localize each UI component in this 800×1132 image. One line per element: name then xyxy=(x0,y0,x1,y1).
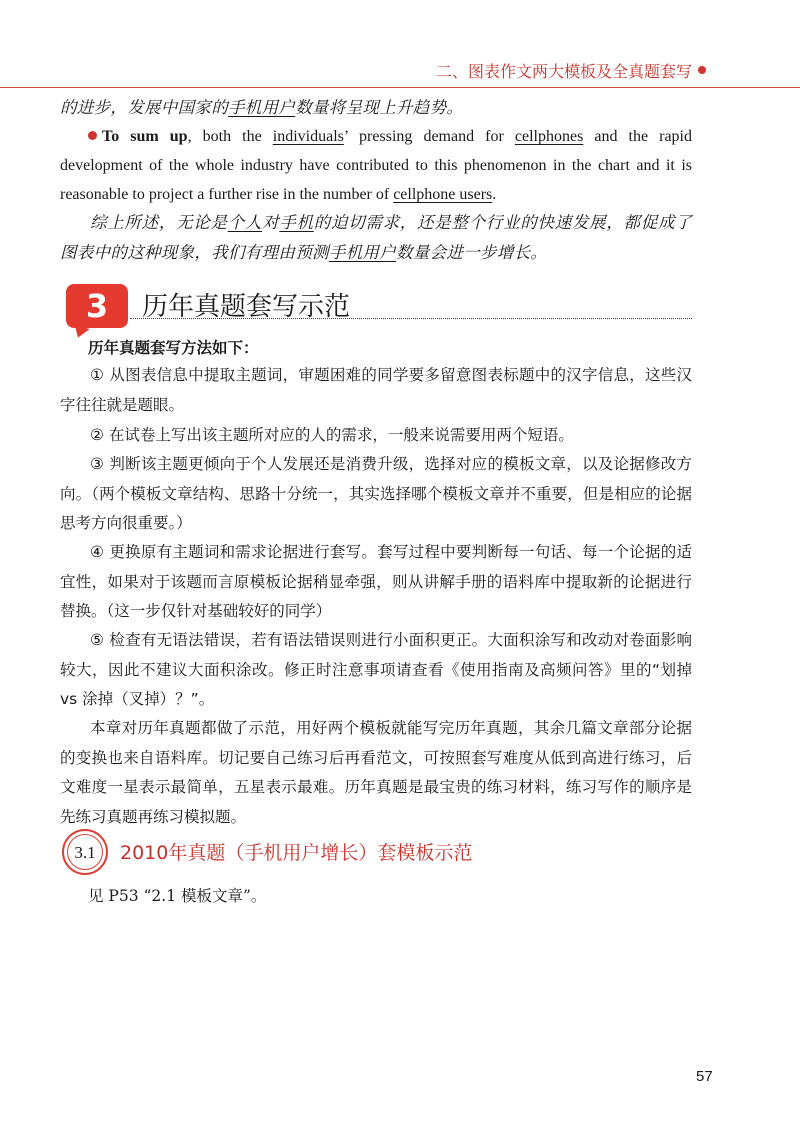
english-summary-paragraph xyxy=(60,122,692,209)
intro-zh-line xyxy=(60,93,740,122)
red-bullet-icon xyxy=(88,131,97,140)
zh-underline-3: 手机用户 xyxy=(328,243,397,262)
method-title: 历年真题套写方法如下： xyxy=(88,339,259,357)
en-text-3: and the rapid development of the whole industry have contributed to this phenomenon in the chart and it is reasonable to project a further rise in the number of xyxy=(60,128,692,203)
subsection-number: 3.1 xyxy=(67,834,103,870)
subsection-title: 2010年真题（手机用户增长）套模板示范 xyxy=(120,842,473,864)
zh-text-2: 对 xyxy=(262,213,280,232)
subsection-number-badge xyxy=(62,829,108,875)
section-title-rule xyxy=(130,318,692,319)
en-underline-1: individuals xyxy=(272,128,344,145)
zh-text-1: 综上所述，无论是 xyxy=(90,213,228,232)
speech-bubble-tail-icon xyxy=(70,324,89,341)
intro-zh-line-end: 数量将呈现上升趋势。 xyxy=(295,98,464,117)
step-5: ⑤ 检查有无语法错误，若有语法错误则进行小面积更正。大面积涂写和改动对卷面影响较大，因此不建议大面积涂改。修正时注意事项请查看《使用指南及高频问答》里的“划掉 vs 涂掉（叉掉）？”。 xyxy=(60,631,692,708)
see-reference-text: 见 P53 “2.1 模板文章”。 xyxy=(88,887,267,905)
step-3: ③ 判断该主题更倾向于个人发展还是消费升级，选择对应的模板文章，以及论据修改方向。（两个模板文章结构、思路十分统一，其实选择哪个模板文章并不重要，但是相应的论据思考方向很重要。） xyxy=(60,455,692,532)
page-number: 57 xyxy=(696,1068,713,1085)
zh-text-4: 数量会进一步增长。 xyxy=(396,243,548,262)
zh-underline-1: 个人 xyxy=(227,213,263,232)
closing-paragraph: 本章对历年真题都做了示范，用好两个模板就能写完历年真题，其余几篇文章部分论据的变换也来自语料库。切记要自己练习后再看范文，可按照套写难度从低到高进行练习，后文难度一星表示最简单，五星表示最难。历年真题是最宝贵的练习材料，练习写作的顺序是先练习真题再练习模拟题。 xyxy=(60,719,692,826)
step-1: ① 从图表信息中提取主题词，审题困难的同学要多留意图表标题中的汉字信息，这些汉字往往就是题眼。 xyxy=(60,366,692,414)
step-4: ④ 更换原有主题词和需求论据进行套写。套写过程中要判断每一句话、每一个论据的适宜性，如果对于该题而言原模板论据稍显牵强，则从讲解手册的语料库中提取新的论据进行替换。（这一步仅针对基础较好的同学） xyxy=(60,543,692,620)
running-header xyxy=(0,57,800,88)
section-number-badge xyxy=(66,284,128,328)
intro-zh-underline: 手机用户 xyxy=(228,98,296,117)
bullet-dot-icon xyxy=(698,66,706,74)
step-2: ② 在试卷上写出该主题所对应的人的需求，一般来说需要用两个短语。 xyxy=(90,426,574,444)
zh-text-3: 的迫切需求，还是整个行业的快速发展，都促成了图表中的这种现象，我们有理由预测 xyxy=(60,213,692,262)
section-number: 3 xyxy=(85,287,109,325)
zh-underline-2: 手机 xyxy=(279,213,314,232)
en-underline-2: cellphones xyxy=(514,128,584,145)
section-title: 历年真题套写示范 xyxy=(142,292,351,322)
chinese-summary-paragraph xyxy=(60,208,692,268)
en-text-2: ’ pressing demand for xyxy=(343,128,515,145)
running-header-title: 二、图表作文两大模板及全真题套写 xyxy=(435,62,692,81)
en-text-4: . xyxy=(492,186,497,203)
en-text-1: , both the xyxy=(187,128,273,145)
en-lead: To sum up xyxy=(102,128,188,145)
en-underline-3: cellphone users xyxy=(393,186,493,203)
intro-zh-line-start: 的进步，发展中国家的 xyxy=(60,98,228,117)
